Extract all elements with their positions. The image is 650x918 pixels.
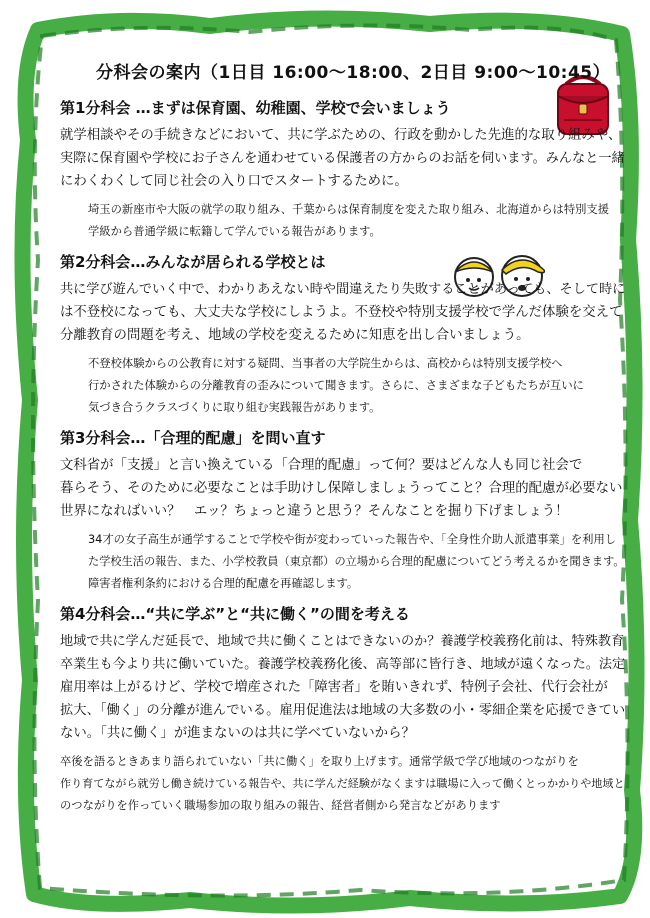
section-heading: 第3分科会…「合理的配慮」を問い直す: [60, 429, 326, 447]
section-heading: 第2分科会…みんなが居られる学校とは: [60, 253, 326, 271]
detail-line: 不登校体験からの公教育に対する疑問、当事者の大学院生からは、高校からは特別支援学校へ: [88, 357, 563, 370]
detail-line: 卒後を語るときあまり語られていない「共に働く」を取り上げます。通常学級で学び地域のつながりを: [60, 755, 579, 768]
text-line: 共に学び遊んでいく中で、わかりあえない時や間違えたり失敗することがあっても、そして時に: [60, 282, 626, 297]
detail-line: 気づき合うクラスづくりに取り組む実践報告があります。: [88, 401, 381, 414]
section-text: [60, 278, 625, 347]
section-3: [60, 427, 625, 595]
text-line: 世界になればいい？ エッ？ちょっと違うと思う？そんなことを掘り下げましょう！: [60, 504, 569, 519]
section-text: [60, 454, 625, 523]
text-line: 分離教育の問題を考え、地域の学校を変えるために知恵を出し合いましょう。: [60, 328, 530, 343]
text-line: 文科省が「支援」と言い換えている「合理的配慮」って何？要はどんな人も同じ社会で: [60, 458, 583, 473]
detail-line: 行かされた体験からの分離教育の歪みについて聞きます。さらに、さまざまな子どもたちが互いに: [88, 379, 584, 392]
section-4: [60, 603, 625, 817]
detail-line: 障害者権利条約における合理的配慮を再確認します。: [88, 577, 359, 590]
detail-line: た学校生活の報告、また、小学校教員（東京都）の立場から合理的配慮についてどう考えるかを聞きます。: [88, 555, 625, 568]
text-line: 雇用率は上がるけど、学校で増産された「障害者」を賄いきれず、特例子会社、代行会社が: [60, 680, 608, 695]
text-line: ない。「共に働く」が進まないのは共に学べていないから？: [60, 726, 415, 741]
section-2: [60, 251, 625, 419]
section-detail: [88, 199, 625, 243]
text-line: 拡大、「働く」の分離が進んでいる。雇用促進法は地域の大多数の小・零細企業を応援できてい: [60, 703, 626, 718]
text-line: 地域で共に学んだ延長で、地域で共に働くことはできないのか？養護学校義務化前は、特殊教育: [60, 634, 625, 649]
section-heading: 第1分科会 …まずは保育園、幼稚園、学校で会いましょう: [60, 99, 451, 117]
detail-line: 作り育てながら就労し働き続けている報告や、共に学んだ経験がなくますは職場に入って働くとっかかりや地域と: [60, 777, 625, 790]
text-line: 卒業生も今より共に働いていた。養護学校義務化後、高等部に皆行き、地域が遠くなった。法定: [60, 657, 626, 672]
page-title: 分科会の案内（1日目 16:00～18:00、2日目 9:00～10:45）: [96, 63, 611, 83]
document-body: [60, 58, 625, 825]
detail-line: 学級から普通学級に転籍して学んでいる報告があります。: [88, 225, 381, 238]
text-line: にわくわくして同じ社会の入り口でスタートするために。: [60, 174, 408, 189]
section-text: [60, 124, 625, 193]
section-1: [60, 97, 625, 243]
section-detail: [88, 529, 625, 595]
section-detail: [88, 353, 625, 419]
detail-line: 34才の女子高生が通学することで学校や街が変わっていった報告や、「全身性介助人派遣事業」を利用し: [88, 533, 617, 546]
text-line: 実際に保育園や学校にお子さんを通わせている保護者の方からのお話を伺います。みんなと一緒: [60, 151, 625, 166]
text-line: は不登校になっても、大丈夫な学校にしようよ。不登校や特別支援学校で学んだ体験を交えて: [60, 305, 623, 320]
section-detail: [60, 751, 625, 817]
section-heading: 第4分科会…“共に学ぶ”と“共に働く”の間を考える: [60, 605, 410, 623]
detail-line: 埼玉の新座市や大阪の就学の取り組み、千葉からは保育制度を変えた取り組み、北海道からは特別支援: [88, 203, 610, 216]
detail-line: のつながりを作っていく職場参加の取り組みの報告、経営者側から発言などがあります: [60, 799, 501, 812]
text-line: 就学相談やその手続きなどにおいて、共に学ぶための、行政を動かした先進的な取り組みや、: [60, 128, 622, 143]
section-text: [60, 630, 625, 745]
text-line: 暮らそう、そのために必要なことは手助けし保障しましょうってこと？合理的配慮が必要ない: [60, 481, 623, 496]
